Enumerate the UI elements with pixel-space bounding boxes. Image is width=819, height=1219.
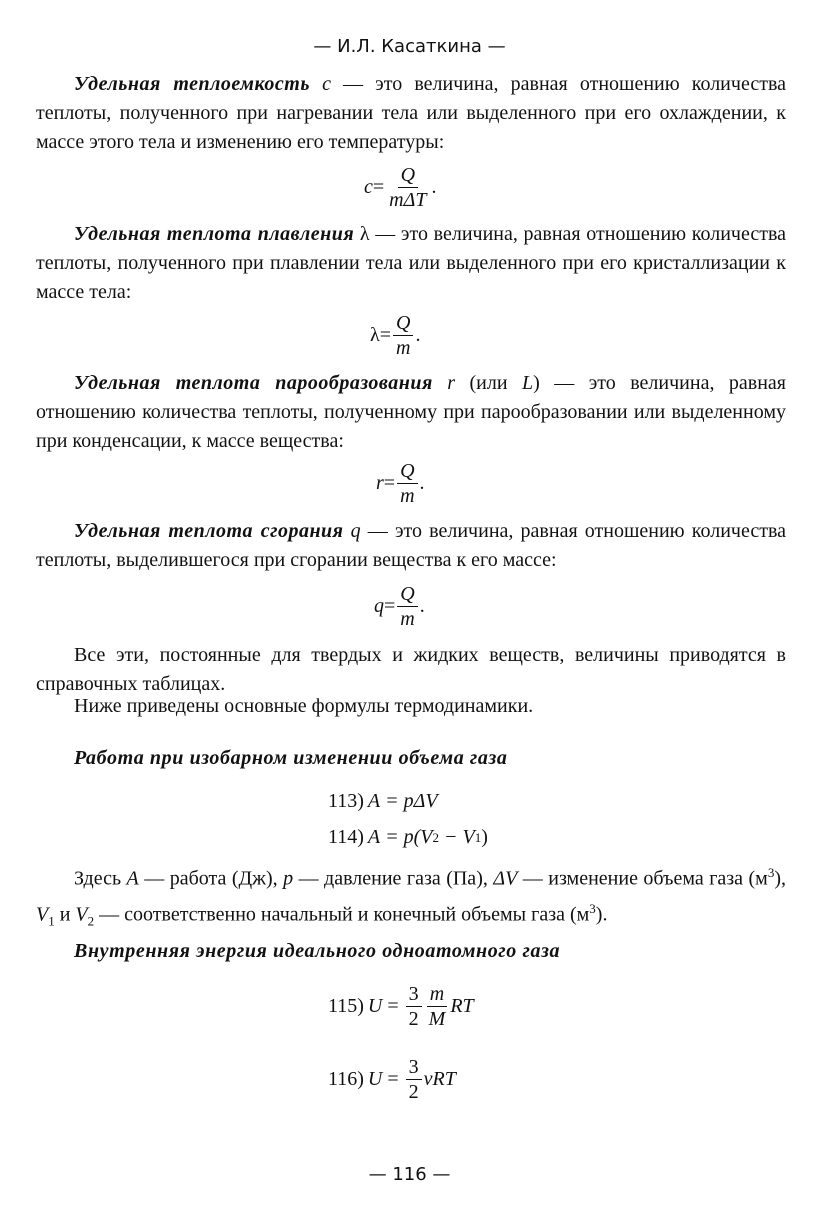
definition-text: — это величина, равная отношению количества теплоты, выделившегося при сгорании вещества к его массе: xyxy=(36,520,786,571)
paragraph-specific-heat xyxy=(36,70,786,157)
numerator: 3 xyxy=(406,1056,422,1080)
period: . xyxy=(419,472,425,494)
text: — изменение объема газа (м xyxy=(517,867,768,890)
section-heading-isobaric-work: Работа при изобарном изменении объема газа xyxy=(74,747,508,769)
fraction xyxy=(426,983,449,1030)
paragraph-work-explanation xyxy=(36,858,786,935)
denominator: m xyxy=(400,485,415,507)
paragraph-intro-formulas: Ниже приведены основные формулы термодинамики. xyxy=(74,695,534,717)
formula-heat-of-fusion xyxy=(370,312,420,359)
paragraph-heat-of-fusion xyxy=(36,220,786,307)
symbol-p: p xyxy=(283,867,294,890)
denominator: 2 xyxy=(408,1081,419,1103)
period: . xyxy=(431,176,437,198)
formula-rhs: ) xyxy=(481,826,488,848)
formula-116 xyxy=(328,1056,456,1103)
formula-lhs: c xyxy=(364,176,373,198)
formula-heat-of-vaporization xyxy=(376,460,425,507)
superscript: 3 xyxy=(589,900,596,916)
numerator: Q xyxy=(393,312,413,336)
text: — соответственно начальный и конечный объемы газа (м xyxy=(94,903,590,926)
equals-sign: = xyxy=(382,1068,404,1090)
section-heading-internal-energy: Внутренняя энергия идеального одноатомного газа xyxy=(74,940,561,962)
text: ), xyxy=(774,867,787,890)
symbol-q: q xyxy=(350,520,361,542)
symbol-A: A xyxy=(126,867,139,890)
text: ). xyxy=(595,903,608,926)
subscript: 1 xyxy=(474,829,482,845)
formula-lhs: λ xyxy=(370,324,380,346)
equals-sign: = xyxy=(384,595,396,617)
term-heat-of-fusion: Удельная теплота плавления xyxy=(74,223,355,245)
formula-specific-heat xyxy=(364,164,436,211)
term-specific-heat: Удельная теплоемкость xyxy=(74,73,310,95)
numerator: 3 xyxy=(406,983,422,1007)
formula-113 xyxy=(328,790,438,813)
denominator: mΔT xyxy=(389,189,427,211)
paragraph-heat-of-vaporization xyxy=(36,369,786,456)
formula-number: 114) xyxy=(328,826,364,848)
symbol-V1: V xyxy=(36,903,49,926)
definition-text: ) — это величина, равная отношению количества теплоты, полученному при парообразовании или выделенному при конденсации, к массе вещества: xyxy=(36,372,787,452)
symbol-c: c xyxy=(322,73,331,95)
formula-115 xyxy=(328,983,474,1030)
formula-lhs: U xyxy=(367,995,383,1017)
formula-number: 113) xyxy=(328,790,364,812)
fraction xyxy=(397,583,417,630)
paren-text: (или xyxy=(455,372,522,394)
symbol-V2: V xyxy=(75,903,88,926)
denominator: m xyxy=(400,608,415,630)
numerator: m xyxy=(427,983,447,1007)
term-heat-of-combustion: Удельная теплота сгорания xyxy=(74,520,344,542)
formula-lhs: q xyxy=(374,595,384,617)
symbol-L: L xyxy=(522,372,534,394)
formula-lhs: U xyxy=(367,1068,383,1090)
fraction xyxy=(406,1056,422,1103)
numerator: Q xyxy=(397,460,417,484)
formula-rhs: = pΔV xyxy=(380,790,438,812)
text: — работа (Дж), xyxy=(138,867,284,890)
text: и xyxy=(54,903,76,926)
equals-sign: = xyxy=(372,176,385,198)
text: Здесь xyxy=(74,867,127,890)
formula-rhs: = p(V xyxy=(380,826,433,848)
period: . xyxy=(415,324,421,346)
formula-heat-of-combustion xyxy=(374,583,425,630)
equals-sign: = xyxy=(379,324,391,346)
running-header: — И.Л. Касаткина — xyxy=(313,36,506,57)
text: — давление газа (Па), xyxy=(293,867,494,890)
numerator: Q xyxy=(398,164,418,188)
definition-text: — это величина, равная отношению количества теплоты, полученного при нагревании тела или выделенного при его охлаждении, к массе этого тела и изменению его температуры: xyxy=(36,73,786,153)
equals-sign: = xyxy=(383,472,396,494)
numerator: Q xyxy=(397,583,417,607)
symbol-lambda: λ xyxy=(359,223,370,245)
page-number: — 116 — xyxy=(368,1164,451,1185)
denominator: m xyxy=(395,337,411,359)
formula-rhs: RT xyxy=(450,995,474,1017)
denominator: M xyxy=(428,1008,446,1030)
denominator: 2 xyxy=(408,1008,419,1030)
formula-number: 115) xyxy=(328,995,364,1017)
paragraph-reference-tables: Все эти, постоянные для твердых и жидких веществ, величины приводятся в справочных таблицах. xyxy=(36,644,786,695)
subscript: 1 xyxy=(48,913,55,929)
formula-rhs: − V xyxy=(439,826,475,848)
subscript: 2 xyxy=(87,913,95,929)
fraction xyxy=(386,164,429,211)
formula-lhs: A xyxy=(367,826,381,848)
symbol-r: r xyxy=(447,372,456,394)
equals-sign: = xyxy=(382,995,404,1017)
formula-lhs: r xyxy=(376,472,384,494)
subscript: 2 xyxy=(432,829,440,845)
formula-114 xyxy=(328,826,488,849)
fraction xyxy=(393,312,413,359)
period: . xyxy=(419,595,425,617)
paragraph-heat-of-combustion xyxy=(36,517,786,575)
symbol-delta-V: ΔV xyxy=(493,867,518,890)
term-heat-of-vaporization: Удельная теплота парообразования xyxy=(74,372,433,394)
superscript: 3 xyxy=(767,865,775,880)
formula-lhs: A xyxy=(367,790,381,812)
formula-rhs: νRT xyxy=(423,1068,456,1090)
fraction xyxy=(406,983,422,1030)
formula-number: 116) xyxy=(328,1068,364,1090)
definition-text: — это величина, равная отношению количества теплоты, полученного при плавлении тела или выделенного при его кристаллизации к массе тела: xyxy=(36,223,787,303)
fraction xyxy=(397,460,417,507)
